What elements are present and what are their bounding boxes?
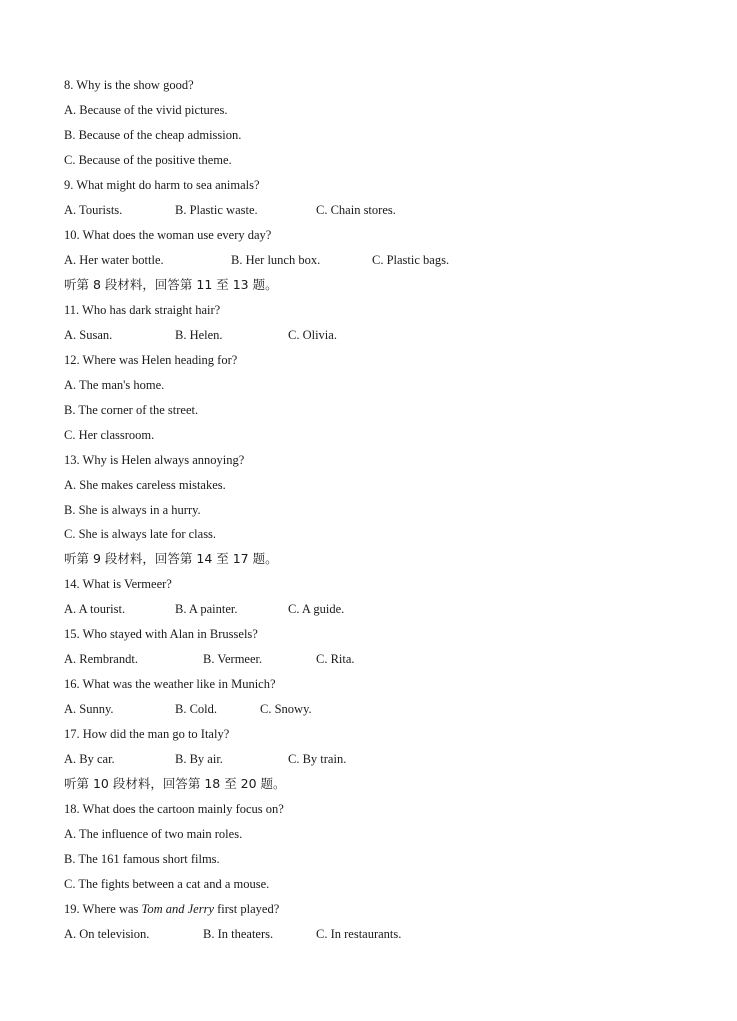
q17-options — [64, 750, 664, 768]
q12-option-a: A. The man's home. — [64, 378, 165, 392]
q14-option-a: A. A tourist. — [64, 602, 126, 616]
q19-option-b: B. In theaters. — [203, 927, 274, 941]
question-14: 14. What is Vermeer? — [64, 577, 172, 591]
q17-option-b: B. By air. — [175, 752, 223, 766]
q14-option-c: C. A guide. — [288, 602, 345, 616]
q13-option-b: B. She is always in a hurry. — [64, 503, 201, 517]
q15-option-b: B. Vermeer. — [203, 652, 263, 666]
question-17: 17. How did the man go to Italy? — [64, 727, 230, 741]
q19-suffix: first played? — [217, 902, 280, 916]
q19-options — [64, 925, 664, 943]
question-15: 15. Who stayed with Alan in Brussels? — [64, 627, 258, 641]
q19-title: Tom and Jerry — [141, 902, 214, 916]
q13-option-a: A. She makes careless mistakes. — [64, 478, 226, 492]
q18-option-b: B. The 161 famous short films. — [64, 852, 220, 866]
q11-option-b: B. Helen. — [175, 328, 223, 342]
question-8: 8. Why is the show good? — [64, 78, 194, 92]
question-19 — [64, 900, 279, 918]
question-16: 16. What was the weather like in Munich? — [64, 677, 276, 691]
q9-option-b: B. Plastic waste. — [175, 203, 258, 217]
q16-options — [64, 700, 664, 718]
q11-options — [64, 326, 664, 344]
q8-option-c: C. Because of the positive theme. — [64, 153, 232, 167]
q9-options — [64, 201, 664, 219]
q8-option-b: B. Because of the cheap admission. — [64, 128, 242, 142]
q8-option-a: A. Because of the vivid pictures. — [64, 103, 228, 117]
q19-option-a: A. On television. — [64, 927, 150, 941]
question-9: 9. What might do harm to sea animals? — [64, 178, 260, 192]
q11-option-c: C. Olivia. — [288, 328, 337, 342]
question-18: 18. What does the cartoon mainly focus on? — [64, 802, 284, 816]
q14-options — [64, 600, 664, 618]
q19-option-c: C. In restaurants. — [316, 927, 402, 941]
q16-option-a: A. Sunny. — [64, 702, 114, 716]
q10-options — [64, 251, 664, 269]
q12-option-b: B. The corner of the street. — [64, 403, 199, 417]
section-8-heading: 听第 8 段材料，回答第 11 至 13 题。 — [64, 277, 278, 292]
q16-option-c: C. Snowy. — [260, 702, 312, 716]
q10-option-c: C. Plastic bags. — [372, 253, 450, 267]
section-9-heading: 听第 9 段材料，回答第 14 至 17 题。 — [64, 551, 278, 566]
q18-option-c: C. The fights between a cat and a mouse. — [64, 877, 270, 891]
q16-option-b: B. Cold. — [175, 702, 218, 716]
q10-option-b: B. Her lunch box. — [231, 253, 321, 267]
q13-option-c: C. She is always late for class. — [64, 527, 217, 541]
question-10: 10. What does the woman use every day? — [64, 228, 272, 242]
q9-option-c: C. Chain stores. — [316, 203, 396, 217]
question-11: 11. Who has dark straight hair? — [64, 303, 221, 317]
q9-option-a: A. Tourists. — [64, 203, 123, 217]
q17-option-a: A. By car. — [64, 752, 115, 766]
q19-prefix: 19. Where was — [64, 902, 139, 916]
q12-option-c: C. Her classroom. — [64, 428, 155, 442]
q15-options — [64, 650, 664, 668]
q17-option-c: C. By train. — [288, 752, 347, 766]
q14-option-b: B. A painter. — [175, 602, 238, 616]
q11-option-a: A. Susan. — [64, 328, 113, 342]
section-10-heading: 听第 10 段材料，回答第 18 至 20 题。 — [64, 776, 286, 791]
q10-option-a: A. Her water bottle. — [64, 253, 164, 267]
q18-option-a: A. The influence of two main roles. — [64, 827, 243, 841]
question-13: 13. Why is Helen always annoying? — [64, 453, 245, 467]
q15-option-a: A. Rembrandt. — [64, 652, 138, 666]
question-12: 12. Where was Helen heading for? — [64, 353, 238, 367]
q15-option-c: C. Rita. — [316, 652, 355, 666]
